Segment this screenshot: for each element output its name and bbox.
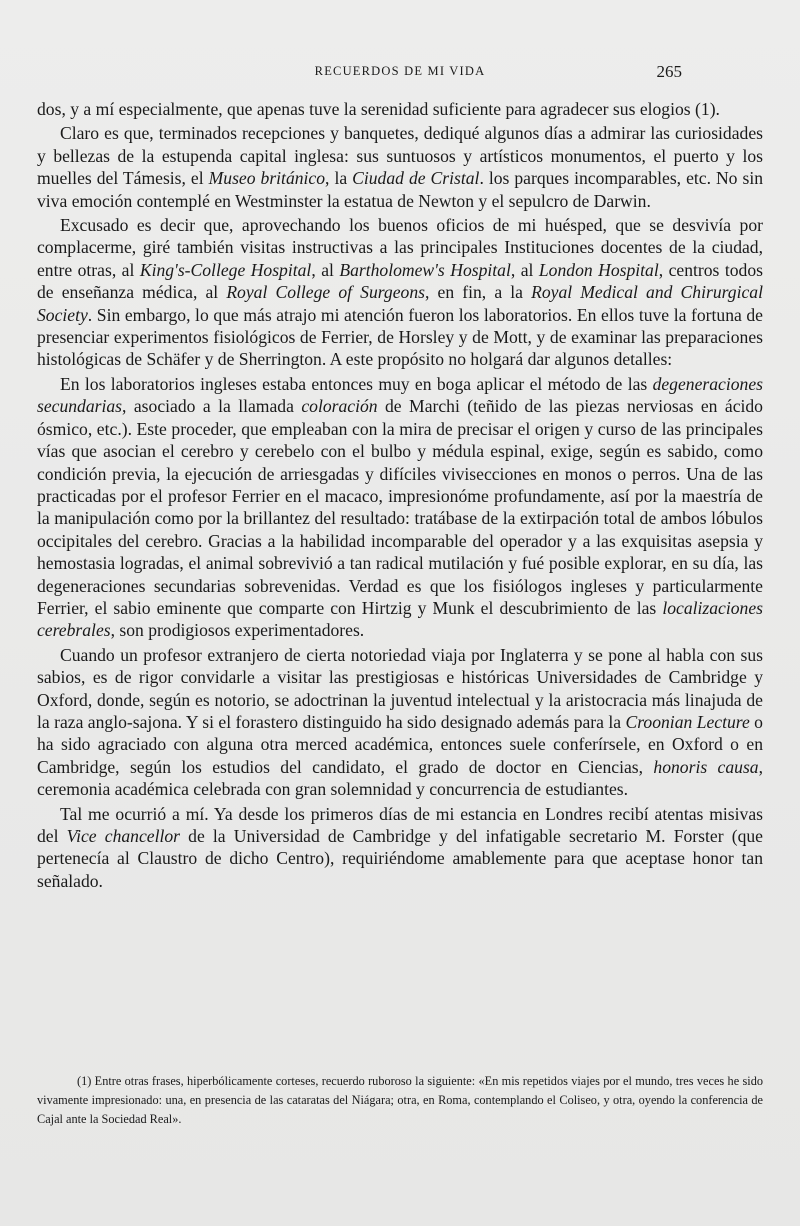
paragraph [37, 98, 763, 120]
text-run: En los laboratorios ingleses estaba entonces muy en boga aplicar el método de las [60, 373, 653, 394]
paragraph [37, 214, 763, 371]
text-run: de Marchi (teñido de las piezas nerviosas en ácido ósmico, etc.). Este proceder, que empleaban con la mira de precisar el origen y curso de las principales vías que asocian el cerebro y cerebelo con el bulbo y médula espinal, exige, según es sabido, como condición previa, la ejecución de arriesgadas y difíciles vivisecciones en monos o perros. Una de las practicadas por el profesor Ferrier en el macaco, impresionóme profundamente, así por la maestría de la manipulación como por la brillantez del resultado: tratábase de la extirpación total de ambos lóbulos occipitales del cerebro. Gracias a la habilidad incomparable del operador y a las exquisitas asepsia y hemostasia logradas, el animal sobrevivió a tan radical mutilación y fué posible explorar, en su día, las degeneraciones secundarias sobrevenidas. Verdad es que los fisiólogos ingleses y particularmente Ferrier, el sabio eminente que comparte con Hirtzig y Munk el descubrimiento de las [37, 396, 763, 618]
text-run: , ceremonia académica celebrada con gran solemnidad y concurrencia de estudiantes. [37, 756, 763, 800]
text-run: , la [325, 168, 353, 189]
text-run: , centros todos de enseñanza médica, al [37, 259, 763, 303]
italic-phrase: Royal College of Surgeons [226, 282, 425, 303]
italic-phrase: Bartholomew's Hospital [339, 259, 511, 280]
italic-phrase: King's-College Hospital [139, 259, 312, 280]
footnote: (1) Entre otras frases, hiperbólicamente corteses, recuerdo ruboroso la siguiente: «En mis repetidos viajes por el mundo, tres veces he sido vivamente impresionado: una, en presencia de las cataratas del Niágara; otra, en Roma, contemplando el Coliseo, y otra, oyendo la conferencia de Cajal ante la Sociedad Real». [37, 1074, 763, 1126]
text-run: , al [311, 259, 340, 280]
text-run: Tal me ocurrió a mí. Ya desde los primeros días de mi estancia en Londres recibí atentas misivas del [37, 803, 763, 846]
italic-phrase: Vice chancellor [66, 826, 180, 846]
paragraph [37, 373, 763, 642]
text-run: , en fin, a la [424, 282, 532, 303]
italic-phrase: London Hospital [538, 259, 659, 280]
italic-phrase: honoris causa [653, 756, 759, 777]
italic-phrase: Ciudad de Cristal [352, 168, 480, 189]
paragraph [37, 803, 763, 893]
text-run: . Sin embargo, lo que más atrajo mi atención fueron los laboratorios. En ellos tuve la fortuna de presenciar experimentos fisiológicos de Ferrier, de Horsley y de Mott, y de examinar las preparaciones histológicas de Schäfer y de Sherrington. A este propósito no holgará dar algunos detalles: [37, 304, 763, 370]
italic-phrase: coloración [301, 396, 378, 417]
text-run: Cuando un profesor extranjero de cierta notoriedad viaja por Inglaterra y se pone al habla con sus sabios, es de rigor convidarle a visitar las prestigiosas e históricas Universidades de Cambridge y Oxford, donde, según es notorio, se adoctrinan la juventud intelectual y la aristocracia más linajuda de la raza anglo-sajona. Y si el forastero distinguido ha sido designado además para la [37, 644, 763, 732]
text-run: de la Universidad de Cambridge y del infatigable secretario M. Forster (que pertenecía al Claustro de dicho Centro), requiriéndome amablemente para que aceptase honor tan señalado. [37, 826, 763, 891]
text-run: . los parques incomparables, etc. No sin viva emoción contemplé en Westminster la estatua de Newton y el sepulcro de Darwin. [37, 168, 764, 211]
footnotes [37, 1072, 763, 1129]
text-run: dos, y a mí especialmente, que apenas tuve la serenidad suficiente para agradecer sus elogios (1). [37, 99, 720, 119]
italic-phrase: localizaciones cerebrales [37, 597, 763, 641]
text-run: Claro es que, terminados recepciones y banquetes, dediqué algunos días a admirar las curiosidades y bellezas de la estupenda capital inglesa: sus suntuosos y artísticos monumentos, el puerto y los muelles del Támesis, el [37, 123, 763, 189]
text-run: Excusado es decir que, aprovechando los buenos oficios de mi huésped, que se desvivía por complacerme, giré también visitas instructivas a las principales Instituciones docentes de la ciudad, entre otras, al [37, 215, 763, 280]
text-run: , al [510, 259, 539, 280]
page-number: 265 [656, 62, 682, 81]
page-header [0, 62, 800, 82]
italic-phrase: Royal Medical and Chirurgical Society [37, 282, 763, 325]
body-text [37, 98, 763, 892]
italic-phrase: Croonian Lecture [625, 711, 750, 732]
text-run: o ha sido agraciado con alguna otra merced académica, entonces suele conferírsele, en Oxford o en Cambridge, según los estudios del candidato, el grado de doctor en Ciencias, [37, 711, 763, 777]
paragraph [37, 644, 763, 801]
running-head: RECUERDOS DE MI VIDA [314, 64, 486, 78]
italic-phrase: degeneraciones secundarias [37, 373, 763, 417]
paragraph [37, 122, 763, 212]
text-run: , son prodigiosos experimentadores. [110, 620, 365, 641]
italic-phrase: Museo británico [208, 168, 326, 189]
text-run: , asociado a la llamada [122, 396, 302, 417]
